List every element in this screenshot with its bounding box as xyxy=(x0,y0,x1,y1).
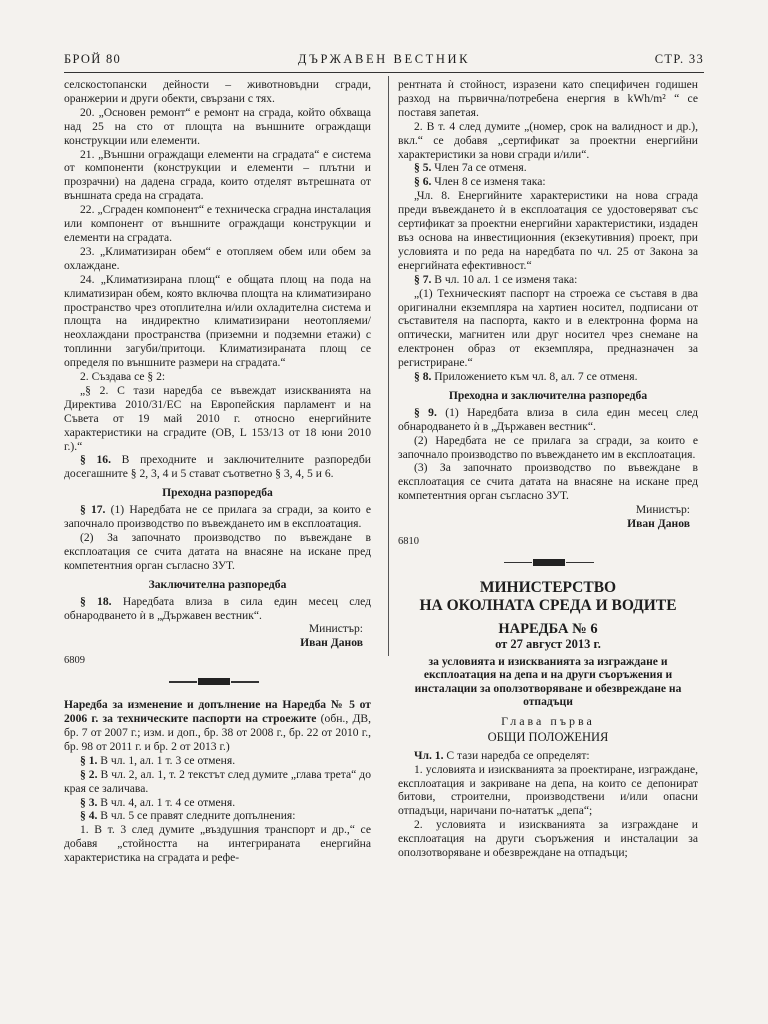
amendment-title: Наредба за изменение и допълнение на Наредба № 5 от 2006 г. за техническите паспорти на строежите (обн., ДВ, бр. 7 от 2007 г.; изм. и доп., бр. 38 от 2008 г., бр. 22 от 2010 г., бр. 98 от 2011 г. и бр. 2 от 2013 г.) xyxy=(64,698,371,753)
section-lead: § 4. xyxy=(80,809,98,823)
definition-21: 21. „Външни ограждащи елементи на сградата“ е система от компоненти (конструкции и елементи – плътни и прозрачни) на дадена сграда, които отделят вътрешната от външната среда на сградата. xyxy=(64,147,371,203)
amend-section-4-item-1: 1. В т. 3 след думите „въздушния транспорт и др.,“ се добавя „стойността на интегрираната енергийна характеристика на сградата и рефе- xyxy=(64,823,371,865)
issue-number: БРОЙ 80 xyxy=(64,52,122,66)
amendment-item-2: 2. Създава се § 2: xyxy=(80,370,166,384)
quoted-article-10: „(1) Техническият паспорт на строежа се съставя в два оригинални екземпляра на хартиен носител, подписани от съставителя на паспорта, както и в електронна форма на оптически, магнитен или друг носител чрез снемане на електронен образ от екземпляра, предназначен за регистриране.“ xyxy=(398,286,698,370)
amend-section-2: § 2. В чл. 2, ал. 1, т. 2 текстът след думите „глава трета“ до края се заличава. xyxy=(64,767,371,795)
article-1: Чл. 1. С тази наредба се определят: xyxy=(414,748,590,762)
section-5: § 5. Член 7а се отменя. xyxy=(414,161,527,175)
document-number: 6810 xyxy=(398,536,419,547)
amend-section-4: § 4. В чл. 5 се правят следните допълнения: xyxy=(80,809,296,823)
decree-date: от 27 август 2013 г. xyxy=(495,636,601,651)
decree-number: НАРЕДБА № 6 xyxy=(498,620,598,637)
paragraph: рентната ѝ стойност, изразени като специфичен годишен разход на първична/потребена енергия в kWh/m² “ се поставя запетая. xyxy=(398,78,698,119)
section-17: § 17. (1) Наредбата не се прилага за сгради, за които е започнало производство по въвеждането им в експлоатация. xyxy=(64,503,371,531)
minister-label: Министър: xyxy=(308,622,363,636)
section-9-para-2: (2) Наредбата не се прилага за сгради, за които е започнало производство по въвеждането им в експлоатация. xyxy=(398,433,698,461)
subheading-transitional-final: Преходна и заключителна разпоредба xyxy=(448,388,648,402)
section-lead: § 7. xyxy=(414,272,432,286)
amend-section-3: § 3. В чл. 4, ал. 1 т. 4 се отменя. xyxy=(80,795,236,809)
section-lead: § 6. xyxy=(414,175,432,189)
definition-22: 22. „Сграден компонент“ е техническа сградна инсталация или компонент от външните ограждащи конструкции и елементи на сградата. xyxy=(64,203,371,244)
subheading-transitional: Преходна разпоредба xyxy=(162,486,273,500)
subheading-final: Заключителна разпоредба xyxy=(148,577,287,591)
minister-name: Иван Данов xyxy=(300,636,363,650)
paragraph: селскостопански дейности – животновъдни сгради, оранжерии и други обекти, свързани с тях. xyxy=(64,78,371,105)
section-16: § 16. В преходните и заключителните разпоредби досегашните § 2, 3, 4 и 5 стават съответно § 3, 4, 5 и 6. xyxy=(64,453,371,481)
section-lead: § 9. xyxy=(414,405,437,419)
right-column xyxy=(398,78,698,860)
chapter-title: ОБЩИ ПОЛОЖЕНИЯ xyxy=(487,729,609,744)
amendment-item-2: 2. В т. 4 след думите „(номер, срок на валидност и др.), вкл.“ се добавя „сертификат за проектни енергийни характеристики за нови сгради и/или“. xyxy=(398,119,698,161)
section-lead: § 3. xyxy=(80,795,98,809)
ministry-line-1: МИНИСТЕРСТВО xyxy=(479,578,617,596)
section-lead: § 8. xyxy=(414,370,432,384)
section-9-para-3: (3) За започнато производство по въвеждане в експлоатация се счита датата на внасяне на искане пред компетентния орган съгласно ЗУТ. xyxy=(398,461,698,503)
section-7: § 7. В чл. 10 ал. 1 се изменя така: xyxy=(414,272,578,286)
publication-title: ДЪРЖАВЕН ВЕСТНИК xyxy=(297,52,471,66)
quoted-article-8: „Чл. 8. Енергийните характеристики на нова сграда преди въвеждането ѝ в експлоатация се удостоверяват със сертификат за проектни енергийни характеристики, издаден въз основа на инвестиционния (екзекутивния) проект, при условията и по реда на наредбата по чл. 25 от Закона за енергийната ефективност.“ xyxy=(398,189,698,272)
decree-title: за условията и изискванията за изграждане и експлоатация на депа и на други съоръжения и инсталации за оползотворяване и обезвреждане на отпадъци xyxy=(414,654,682,709)
article-lead: Чл. 1. xyxy=(414,748,444,762)
column-separator xyxy=(388,76,389,656)
section-divider xyxy=(64,674,371,690)
section-lead: § 18. xyxy=(80,594,112,608)
ministry-line-2: НА ОКОЛНАТА СРЕДА И ВОДИТЕ xyxy=(419,596,677,614)
minister-name: Иван Данов xyxy=(627,517,690,531)
section-6: § 6. Член 8 се изменя така: xyxy=(414,175,546,189)
section-lead: § 16. xyxy=(80,453,111,467)
ministry-heading xyxy=(398,579,698,615)
chapter-heading: Глава първа xyxy=(501,713,595,728)
section-9: § 9. (1) Наредбата влиза в сила един месец след обнародването ѝ в „Държавен вестник“. xyxy=(398,405,699,433)
left-column xyxy=(64,78,371,865)
page-number: СТР. 33 xyxy=(654,52,704,66)
amend-section-1: § 1. В чл. 1, ал. 1 т. 3 се отменя. xyxy=(80,753,236,767)
header-rule xyxy=(64,72,704,73)
section-lead: § 2. xyxy=(80,767,98,781)
definition-23: 23. „Климатизиран обем“ е отопляем обем или обем за охлаждане. xyxy=(64,244,371,272)
section-17-para-2: (2) За започнато производство по въвеждане в експлоатация се счита датата на внасяне на искане пред компетентния орган съгласно ЗУТ. xyxy=(64,531,371,572)
section-lead: § 1. xyxy=(80,753,98,767)
page-header xyxy=(64,52,704,70)
document-number: 6809 xyxy=(64,655,85,667)
definition-20: 20. „Основен ремонт“ е ремонт на сграда, който обхваща над 25 на сто от площта на външните ограждащи конструкции или елементи. xyxy=(64,105,371,147)
section-lead: § 17. xyxy=(80,503,106,517)
section-divider xyxy=(398,555,698,571)
article-1-item-1: 1. условията и изискванията за проектиране, изграждане, експлоатация и закриване на депа, на които се депонират битови, строителни, производствени и/или опасни отпадъци, наричани по-нататък „депа“; xyxy=(398,762,698,818)
quoted-section-2: „§ 2. С тази наредба се въвеждат изискванията на Директива 2010/31/ЕС на Европейския парламент и на Съвета от 19 май 2010 г. относно енергийните характеристики на сградите (ОВ, L 153/13 от 18 юни 2010 г.).“ xyxy=(64,383,371,453)
definition-24: 24. „Климатизирана площ“ е общата площ на пода на климатизиран обем, която включва площта на климатизирано пространство чрез отоплителна и/или охладителна система и площта на индиректно климатизирани неотопляеми/неохлаждани пространства (приземни и подземни етажи) с топлинни загуби/притоци. Климатизираната площ се определя по външните размери на сградата.“ xyxy=(64,272,371,370)
article-1-item-2: 2. условията и изискванията за изграждане и експлоатация на други съоръжения и инсталации за оползотворяване и обезвреждане на отпадъци; xyxy=(398,818,698,860)
section-18: § 18. Наредбата влиза в сила един месец след обнародването ѝ в „Държавен вестник“. xyxy=(64,594,372,622)
section-lead: § 5. xyxy=(414,161,432,175)
section-8: § 8. Приложението към чл. 8, ал. 7 се отменя. xyxy=(414,370,638,384)
minister-label: Министър: xyxy=(635,503,690,517)
